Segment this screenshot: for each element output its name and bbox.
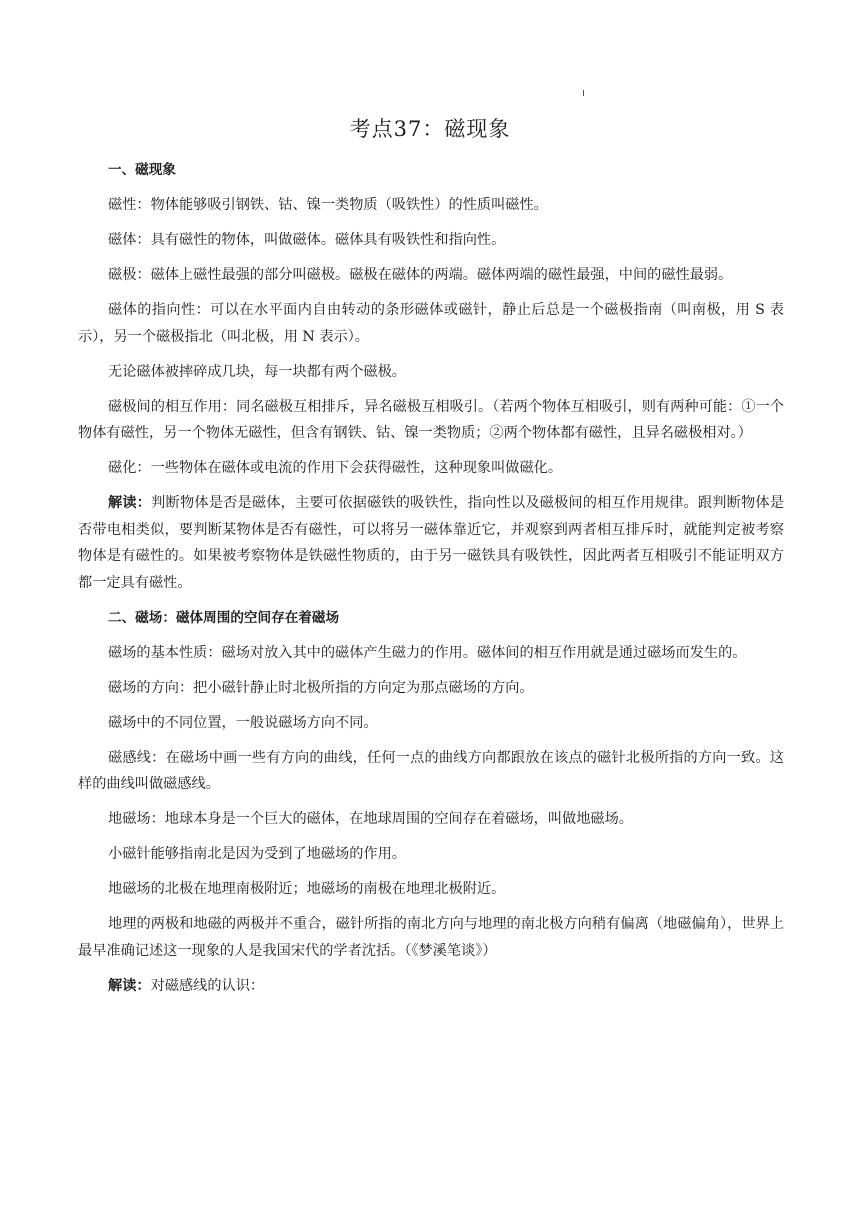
note-text: 对磁感线的认识： <box>150 977 265 994</box>
page-title: 考点37：磁现象 <box>349 117 511 141</box>
paragraph-pole-interaction: 磁极间的相互作用：同名磁极互相排斥，异名磁极互相吸引。（若两个物体互相吸引，则有两种可能：①一个物体有磁性，另一个物体无磁性，但含有钢铁、钴、镍一类物质；②两个物体都有磁性，且异名磁极相对。） <box>78 398 784 441</box>
note-label: 解读： <box>108 495 152 511</box>
paragraph-geomagnetic-field: 地磁场：地球本身是一个巨大的磁体，在地球周围的空间存在着磁场，叫做地磁场。 <box>108 811 633 827</box>
paragraph-field-property: 磁场的基本性质：磁场对放入其中的磁体产生磁力的作用。磁体间的相互作用就是通过磁场而发生的。 <box>108 644 747 661</box>
paragraph-directivity: 磁体的指向性：可以在水平面内自由转动的条形磁体或磁针，静止后总是一个磁极指南（叫南极，用 S 表示），另一个磁极指北（叫北极，用 N 表示）。 <box>78 302 784 345</box>
paragraph-field-direction: 磁场的方向：把小磁针静止时北极所指的方向定为那点磁场的方向。 <box>108 679 534 696</box>
document-body <box>78 157 784 999</box>
paragraph-magnetization: 磁化：一些物体在磁体或电流的作用下会获得磁性，这种现象叫做磁化。 <box>108 460 563 476</box>
paragraph-broken-magnet: 无论磁体被摔碎成几块，每一块都有两个磁极。 <box>108 363 406 380</box>
paragraph-compass: 小磁针能够指南北是因为受到了地磁场的作用。 <box>108 846 406 862</box>
note-label: 解读： <box>108 977 151 994</box>
paragraph-magnetic-pole: 磁极：磁体上磁性最强的部分叫磁极。磁极在磁体的两端。磁体两端的磁性最强，中间的磁性最弱。 <box>108 267 733 283</box>
section-heading-1: 一、磁现象 <box>108 162 176 178</box>
paragraph-geomagnetic-poles: 地磁场的北极在地理南极附近；地磁场的南极在地理北极附近。 <box>108 881 506 897</box>
top-mark <box>583 90 584 96</box>
paragraph-field-positions: 磁场中的不同位置，一般说磁场方向不同。 <box>108 714 378 731</box>
paragraph-note-2 <box>78 973 784 1000</box>
paragraph-field-lines: 磁感线：在磁场中画一些有方向的曲线，任何一点的曲线方向都跟放在该点的磁针北极所指的方向一致。这样的曲线叫做磁感线。 <box>78 749 784 792</box>
paragraph-declination: 地理的两极和地磁的两极并不重合，磁针所指的南北方向与地理的南北极方向稍有偏离（地磁偏角），世界上最早准确记述这一现象的人是我国宋代的学者沈括。（《梦溪笔谈》） <box>78 916 784 959</box>
paragraph-magnet: 磁体：具有磁性的物体，叫做磁体。磁体具有吸铁性和指向性。 <box>108 232 506 248</box>
note-text: 判断物体是否是磁体，主要可依据磁铁的吸铁性，指向性以及磁极间的相互作用规律。跟判断物体是否带电相类似，要判断某物体是否有磁性，可以将另一磁体靠近它，并观察到两者相互排斥时，就能判定被考察物体是有磁性的。如果被考察物体是铁磁性物质的，由于另一磁铁具有吸铁性，因此两者互相吸引不能证明双方都一定具有磁性。 <box>78 495 784 591</box>
section-heading-2: 二、磁场：磁体周围的空间存在着磁场 <box>108 609 340 626</box>
paragraph-note-1 <box>78 490 784 596</box>
paragraph-magnetism: 磁性：物体能够吸引钢铁、钴、镍一类物质（吸铁性）的性质叫磁性。 <box>108 197 548 213</box>
